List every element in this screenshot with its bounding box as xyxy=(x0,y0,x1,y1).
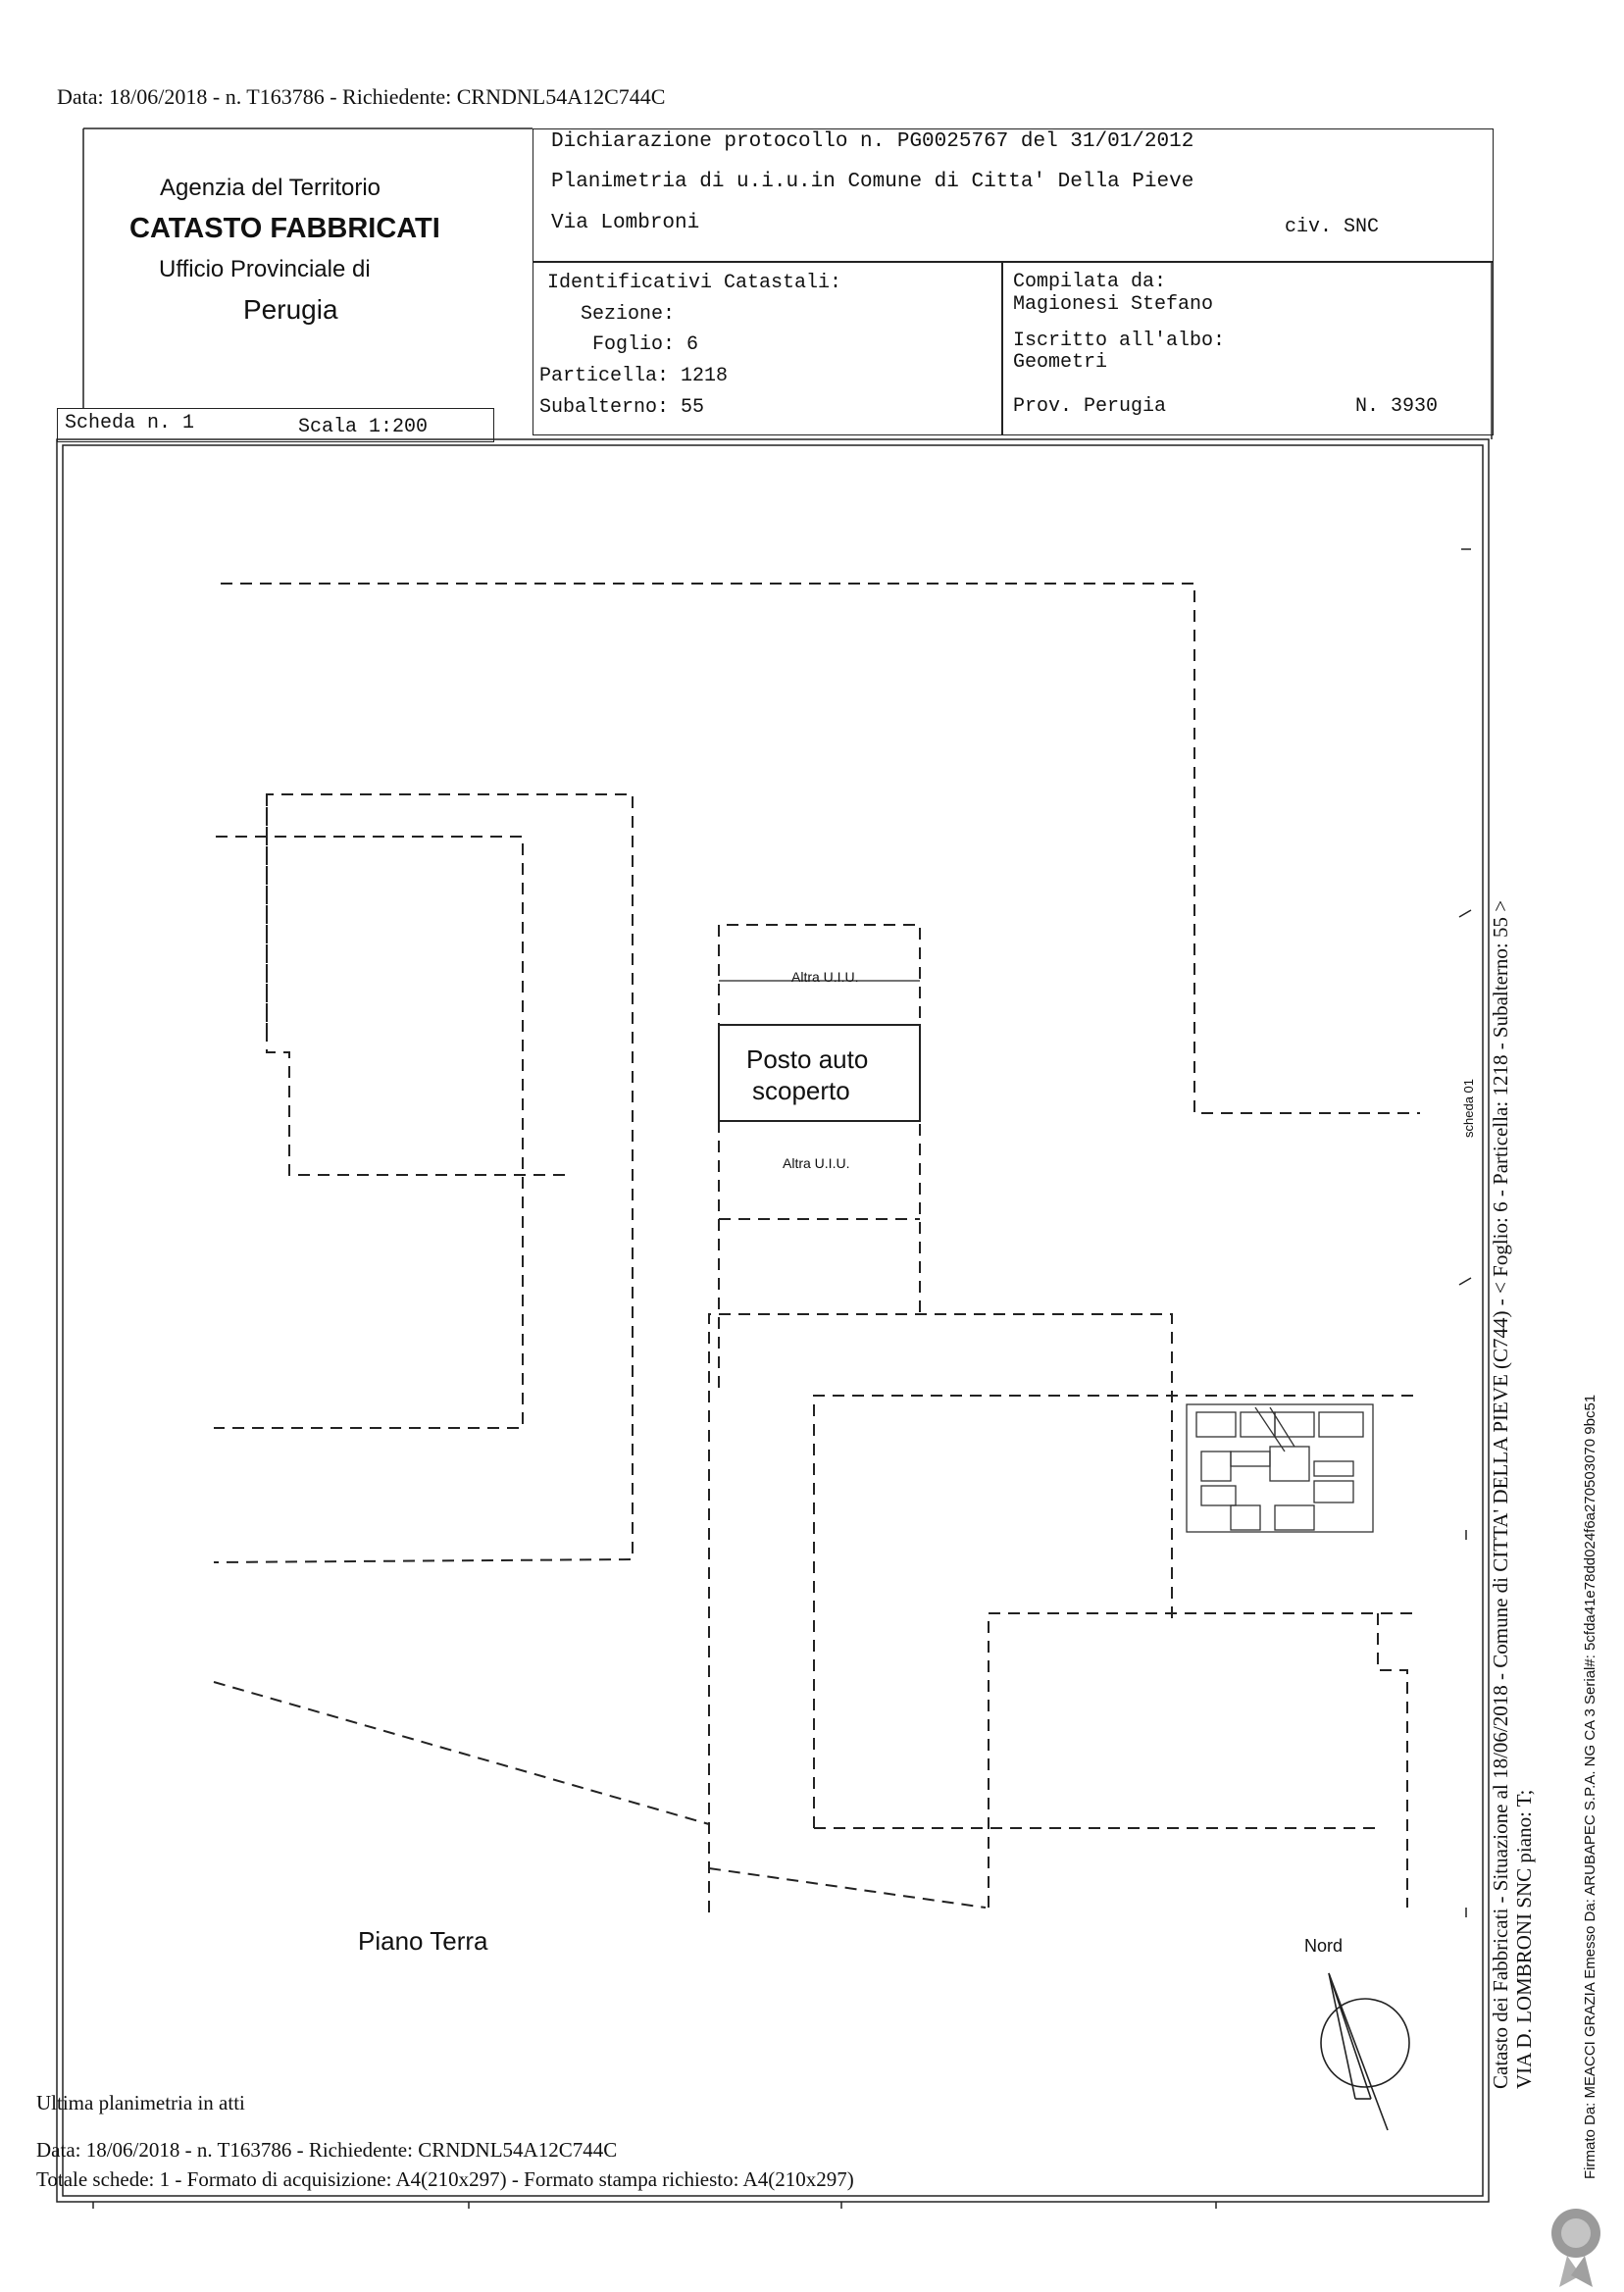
document-header: Data: 18/06/2018 - n. T163786 - Richiedente: CRNDNL54A12C744C xyxy=(57,84,666,109)
address-floor-line: VIA D. LOMBRONI SNC piano: T; xyxy=(1512,1789,1536,2089)
subalterno-field: Subalterno: 55 xyxy=(539,396,705,419)
ultima-planimetria: Ultima planimetria in atti xyxy=(36,2091,245,2114)
cadastral-situation-line: Catasto dei Fabbricati - Situazione al 18/06/2018 - Comune di CITTA' DELLA PIEVE (C744) - < Foglio: 6 - Particella: 1218 - Subalterno: 55 > xyxy=(1489,899,1512,2089)
scoperto-label: scoperto xyxy=(752,1076,850,1105)
north-label: Nord xyxy=(1304,1936,1344,1956)
sezione-field: Sezione: xyxy=(581,303,676,326)
iscritto-label: Iscritto all'albo: xyxy=(1013,330,1226,352)
province-field: Prov. Perugia xyxy=(1013,395,1167,418)
register-number: N. 3930 xyxy=(1355,395,1439,418)
posto-auto-label: Posto auto xyxy=(746,1044,869,1074)
iscritto-value: Geometri xyxy=(1013,351,1108,374)
altra-uiu-bottom-label: Altra U.I.U. xyxy=(783,1155,850,1171)
altra-uiu-top-label: Altra U.I.U. xyxy=(791,969,859,985)
scheda-number: Scheda n. 1 xyxy=(65,412,195,434)
compilata-label: Compilata da: xyxy=(1013,271,1167,293)
particella-field: Particella: 1218 xyxy=(539,365,729,387)
scale: Scala 1:200 xyxy=(298,416,429,438)
identifiers-title: Identificativi Catastali: xyxy=(547,272,842,294)
planimetria-description: Planimetria di u.i.u.in Comune di Citta' Della Pieve xyxy=(551,171,1194,193)
footer-data-line: Data: 18/06/2018 - n. T163786 - Richiedente: CRNDNL54A12C744C xyxy=(36,2138,618,2162)
digital-signature-line: Firmato Da: MEACCI GRAZIA Emesso Da: ARUBAPEC S.P.A. NG CA 3 Serial#: 5cfda41e78dd024f6a270503070 9bc51 xyxy=(1582,1394,1599,2179)
agency-name: Agenzia del Territorio xyxy=(160,175,381,201)
margin-scheda-label: scheda 01 xyxy=(1461,1079,1476,1138)
protocol-declaration: Dichiarazione protocollo n. PG0025767 del 31/01/2012 xyxy=(551,130,1194,153)
compiler-name: Magionesi Stefano xyxy=(1013,293,1214,316)
floor-label: Piano Terra xyxy=(358,1926,488,1956)
street-address: Via Lombroni xyxy=(551,212,700,234)
agency-province: Perugia xyxy=(243,294,338,325)
agency-service-title: CATASTO FABBRICATI xyxy=(129,213,440,244)
civic-number: civ. SNC xyxy=(1285,216,1380,238)
agency-office: Ufficio Provinciale di xyxy=(159,256,371,282)
foglio-field: Foglio: 6 xyxy=(592,333,699,356)
footer-totale-line: Totale schede: 1 - Formato di acquisizione: A4(210x297) - Formato stampa richiesto: A4(210x297) xyxy=(36,2167,854,2191)
